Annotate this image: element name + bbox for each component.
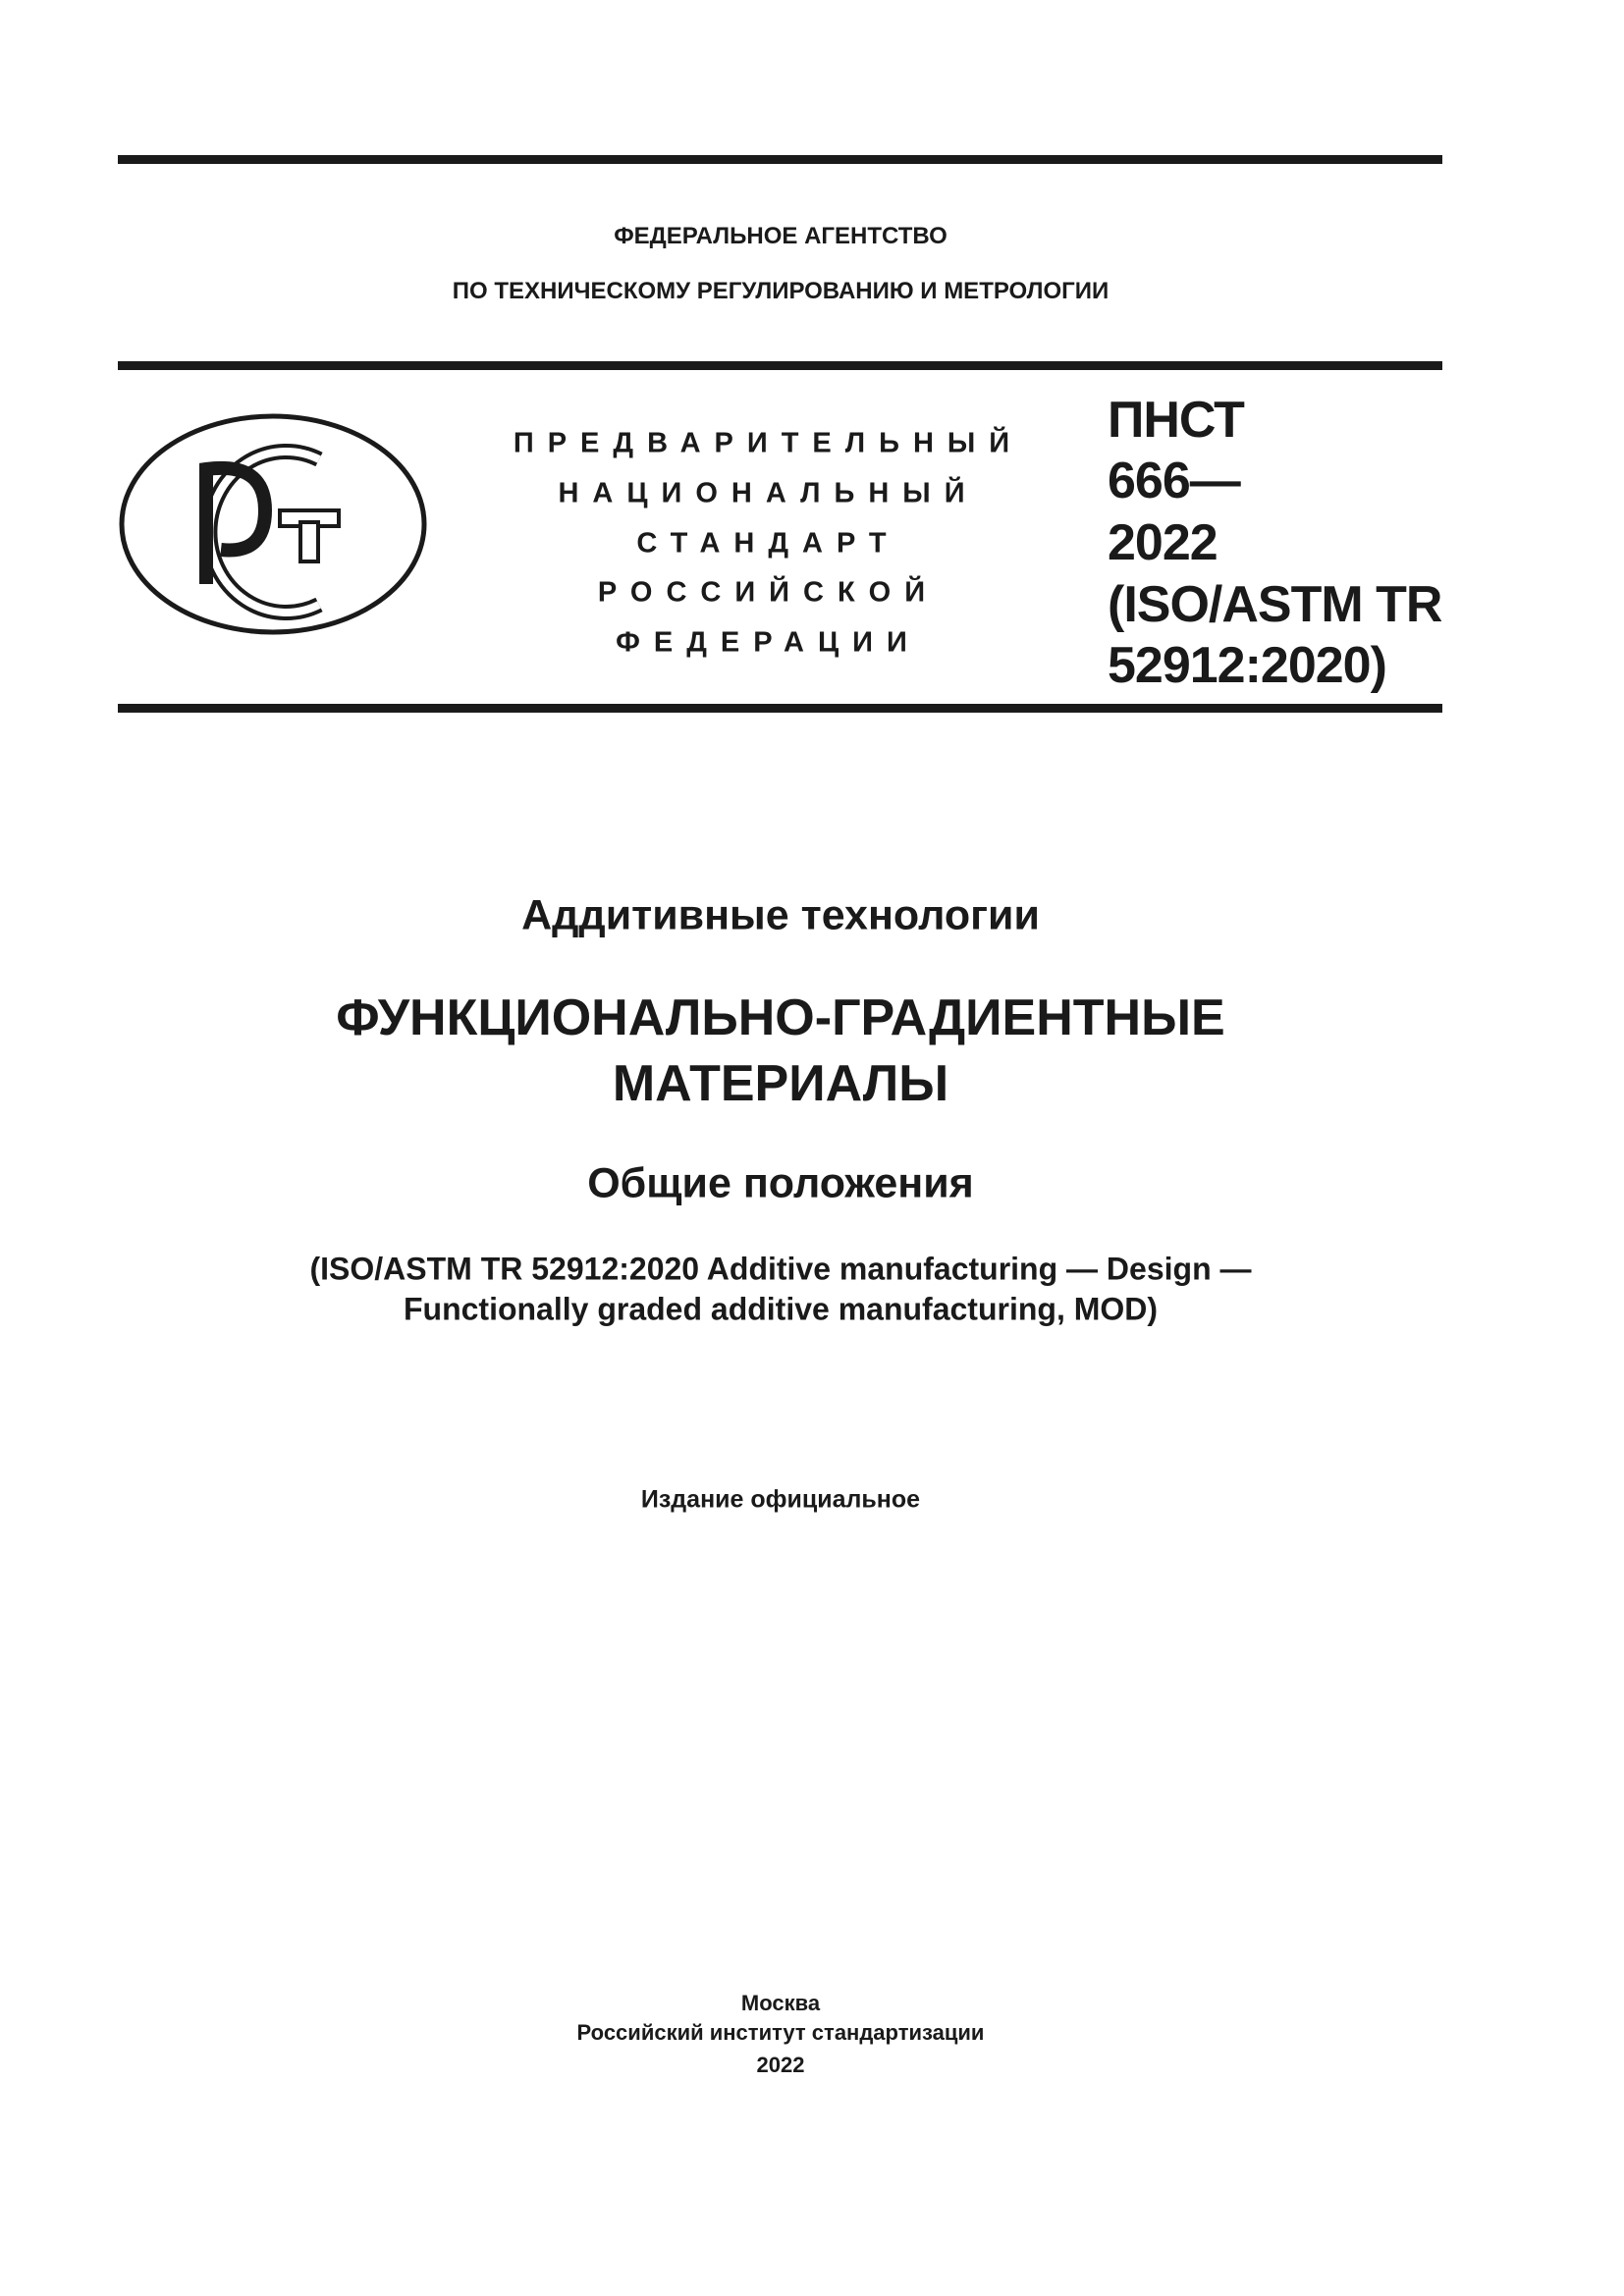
- agency-line-1: ФЕДЕРАЛЬНОЕ АГЕНТСТВО: [614, 223, 947, 249]
- document-subtitle: Общие положения: [587, 1159, 974, 1207]
- international-title-line-2: Functionally graded additive manufacturing, MOD): [403, 1291, 1159, 1327]
- standard-type-line: НАЦИОНАЛЬНЫЙ: [558, 477, 979, 509]
- designation-line: 2022: [1108, 514, 1218, 571]
- document-subject: Аддитивные технологии: [521, 891, 1040, 939]
- designation-line: (ISO/ASTM TR: [1108, 576, 1442, 633]
- imprint-publisher: Российский институт стандартизации: [576, 2020, 985, 2045]
- standard-type-line: ПРЕДВАРИТЕЛЬНЫЙ: [513, 427, 1024, 459]
- standard-type-line: СТАНДАРТ: [636, 527, 900, 560]
- document-title-line-1: ФУНКЦИОНАЛЬНО-ГРАДИЕНТНЫЕ: [336, 989, 1225, 1046]
- bottom-rule: [118, 704, 1442, 713]
- designation-line: 52912:2020): [1108, 637, 1386, 694]
- designation-line: ПНСТ: [1108, 392, 1244, 449]
- imprint-city: Москва: [740, 1991, 821, 2015]
- designation-line: 666—: [1108, 453, 1240, 509]
- agency-line-2: ПО ТЕХНИЧЕСКОМУ РЕГУЛИРОВАНИЮ И МЕТРОЛОГИИ: [452, 278, 1110, 304]
- edition-note: Издание официальное: [640, 1485, 921, 1514]
- top-rule: [118, 155, 1442, 164]
- standard-type-line: ФЕДЕРАЦИИ: [616, 626, 921, 659]
- standard-type-line: РОССИЙСКОЙ: [597, 576, 940, 609]
- rst-logo-icon: [118, 412, 432, 638]
- international-title-line-1: (ISO/ASTM TR 52912:2020 Additive manufacturing — Design —: [309, 1251, 1252, 1287]
- middle-rule: [118, 361, 1442, 370]
- document-title-line-2: МАТЕРИАЛЫ: [612, 1055, 949, 1112]
- imprint-year: 2022: [756, 2053, 805, 2077]
